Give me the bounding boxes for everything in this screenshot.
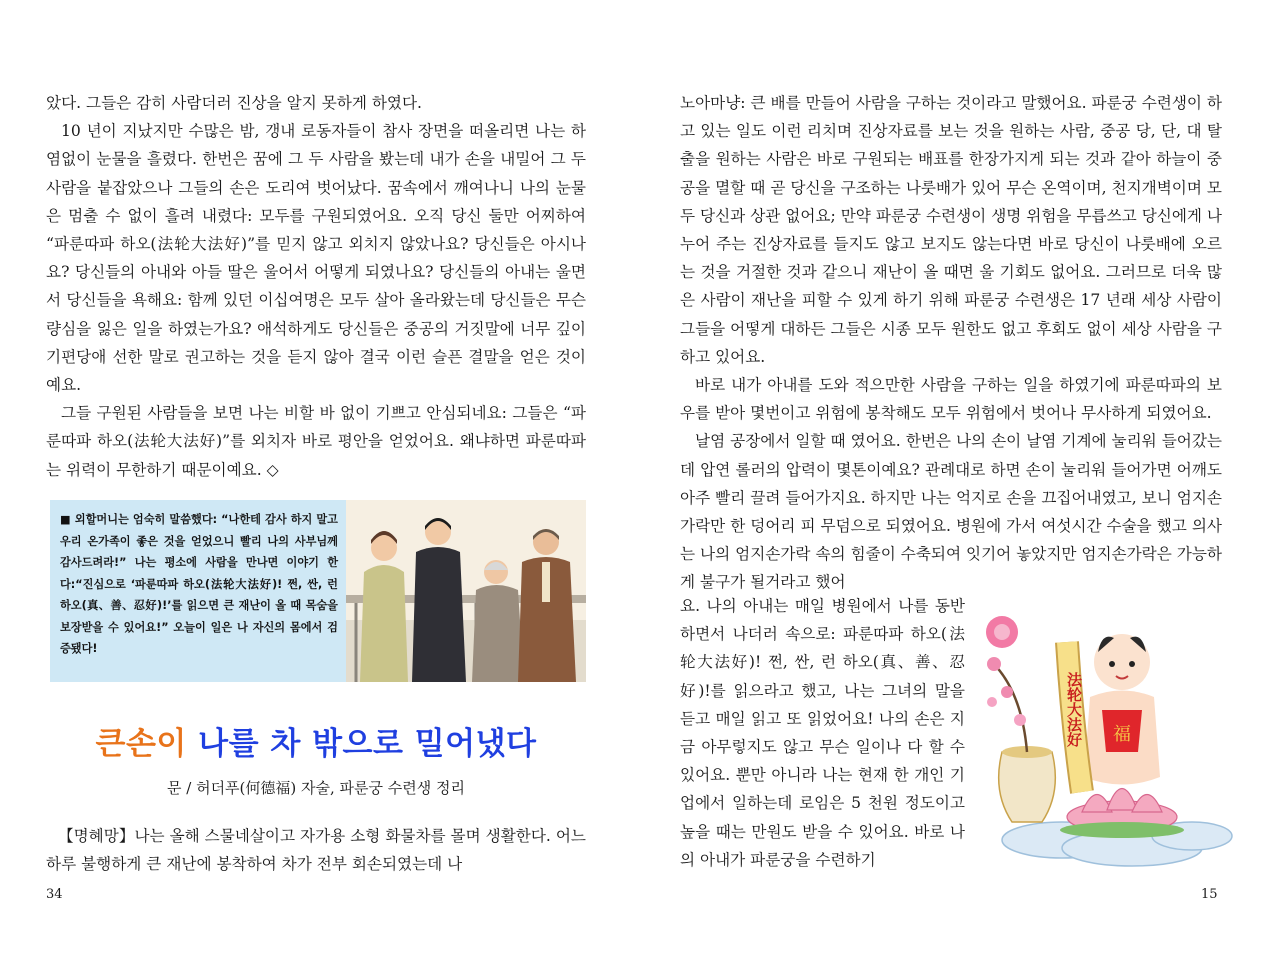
paragraph: 날염 공장에서 일할 때 였어요. 한번은 나의 손이 날염 기계에 눌리워 들어갔는데 압연 롤러의 압력이 몇톤이예요? 관례대로 하면 손이 눌리워 들어가면 어깨도 아주 빨리 끌려 들어가지요. 하지만 나는 억지로 손을 끄집어내였고, 보니 엄지손가락만 한 덩어리 피 무덤으로 되였어요. 병원에 가서 여섯시간 수술을 했고 의사는 나의 엄지손가락 속의 힘줄이 수축되여 잇기어 놓았지만 엄지손가락은 가능하게 불구가 될거라고 했어 — [680, 432, 1222, 592]
headline-part-blue: 나를 차 밖으로 밀어냈다 — [198, 726, 537, 762]
paragraph: 바로 내가 아내를 도와 적으만한 사람을 구하는 일을 하였기에 파룬따파의 보우를 받아 몇번이고 위험에 봉착해도 모두 위험에서 벗어나 무사하게 되였어요. — [680, 376, 1222, 423]
caption-text: ■ 외할머니는 엄숙히 말씀했다: “나한테 감사 하지 말고 우리 온가족이 좋은 것을 얻었으니 빨리 나의 사부님께 감사드려라!” 나는 평소에 사람을 만나면 이야기 한다:“진심으로 ‘파룬따파 하오(法轮大法好)! 쩐, 싼, 런 하오(真、善、忍好)!’를 읽으면 큰 재난이 올 때 목숨을 보장받을 수 있어요!” 오늘이 일은 나 자신의 몸에서 검증됐다! — [60, 513, 338, 655]
headline-part-orange: 큰손이 — [95, 726, 187, 762]
article-headline — [0, 718, 632, 763]
family-illustration — [346, 500, 586, 682]
paragraph: 10 년이 지났지만 수많은 밤, 갱내 로동자들이 참사 장면을 떠올리면 나는 하염없이 눈물을 흘렸다. 한번은 꿈에 그 두 사람을 봤는데 내가 손을 내밀어 그 두사람을 붙잡았으나 그들의 손은 도리여 벗어났다. 꿈속에서 깨여나니 나의 눈물은 멈출 수 없이 흘려 내렸다: 모두를 구원되였어요. 오직 당신 둘만 어찌하여 “파룬따파 하오(法轮大法好)”를 믿지 않고 외치지 않았나요? 당신들은 아시나요? 당신들의 아내와 아들 딸은 울어서 어떻게 되였나요? 당신들의 아내는 울면서 당신들을 욕해요: 함께 있던 이십여명은 모두 살아 올라왔는데 당신들은 무슨 량심을 잃은 일을 하였는가요? 애석하게도 당신들은 중공의 거짓말에 너무 깊이 기편당애 선한 말로 권고하는 것을 듣지 않아 결국 이런 슬픈 결말을 얻은 것이예요. — [46, 122, 586, 395]
fu-character: 福 — [1113, 724, 1131, 745]
page-number-right: 15 — [1201, 887, 1218, 902]
byline: 문 / 허더푸(何德福) 자술, 파룬궁 수련생 정리 — [167, 779, 465, 797]
left-body-text — [46, 89, 586, 484]
photo-caption — [50, 500, 346, 682]
banner-text: 法轮大法好 — [1065, 672, 1083, 747]
child-with-banner-illustration — [972, 602, 1242, 872]
right-narrow-text — [680, 592, 965, 874]
right-page — [632, 0, 1265, 978]
paragraph: 노아마냥: 큰 배를 만들어 사람을 구하는 것이라고 말했어요. 파룬궁 수련생이 하고 있는 일도 이런 리치며 진상자료를 보는 것을 원하는 사람, 중공 당, 단, 대 탈출을 원하는 사람은 바로 구원되는 배표를 한장가지게 되는 것과 같아 하늘이 중공을 멸할 때 곧 당신을 구조하는 나룻배가 있어 무슨 온역이며, 천지개벽이며 모두 당신과 상관 없어요; 만약 파룬궁 수련생이 생명 위험을 무릅쓰고 당신에게 나누어 주는 진상자료를 들지도 않고 보지도 않는다면 바로 당신이 나룻배에 오르는 것을 거절한 것과 같으니 재난이 올 때면 울 기회도 없어요. 그러므로 더욱 많은 사람이 재난을 피할 수 있게 하기 위해 파룬궁 수련생은 17 년래 세상 사람이 그들을 어떻게 대하든 그들은 시종 모두 원한도 없고 후회도 없이 세상 사람을 구하고 있어요. — [680, 94, 1222, 366]
left-page — [0, 0, 632, 978]
paragraph: 그들 구원된 사람들을 보면 나는 비할 바 없이 기쁘고 안심되네요: 그들은 “파룬따파 하오(法轮大法好)”를 외치자 바로 평안을 얻었어요. 왜냐하면 파룬따파는 위력이 무한하기 때문이예요. ◇ — [46, 404, 586, 479]
paragraph: 【명혜망】나는 올해 스물네살이고 자가용 소형 화물차를 몰며 생활한다. 어느 하루 불행하게 큰 재난에 봉착하여 차가 전부 회손되였는데 나 — [46, 827, 586, 874]
page-number-left: 34 — [46, 887, 63, 902]
paragraph: 요. 나의 아내는 매일 병원에서 나를 동반하면서 나더러 속으로: 파룬따파 하오(法轮大法好)! 쩐, 싼, 런 하오(真、善、忍好)!를 읽으라고 했고, 나는 그녀의 말을 듣고 매일 읽고 또 읽었어요! 나의 손은 지금 아무렇지도 않고 무슨 일이나 다 할 수 있어요. 뿐만 아니라 나는 현재 한 개인 기업에서 일하는데 로임은 5 천원 정도이고 높을 때는 만원도 받을 수 있어요. 바로 나의 아내가 파룬궁을 수련하기 — [680, 597, 965, 869]
left-bottom-text — [46, 822, 586, 878]
right-body-text — [680, 89, 1222, 597]
paragraph: 았다. 그들은 감히 사람더러 진상을 알지 못하게 하였다. — [46, 94, 423, 112]
